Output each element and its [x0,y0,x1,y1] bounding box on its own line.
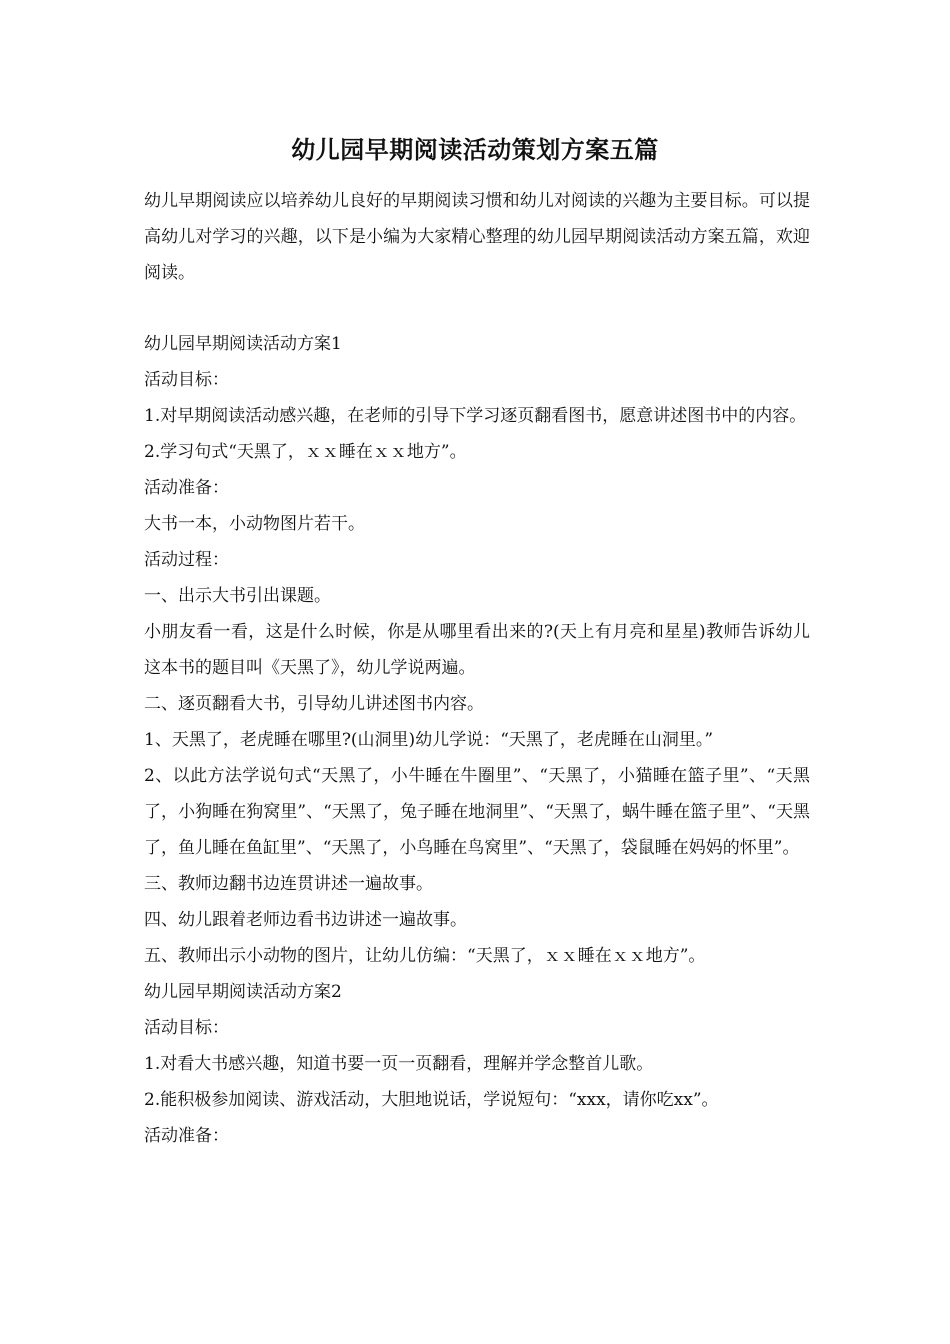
paragraph: 2、以此方法学说句式“天黑了，小牛睡在牛圈里”、“天黑了，小猫睡在篮子里”、“天黑了，小狗睡在狗窝里”、“天黑了，兔子睡在地洞里”、“天黑了，蜗牛睡在篮子里”、“天黑了，鱼儿睡在鱼缸里”、“天黑了，小鸟睡在鸟窝里”、“天黑了，袋鼠睡在妈妈的怀里”。 [144,766,810,858]
section-heading: 幼儿园早期阅读活动方案1 [144,334,342,354]
paragraph: 一、出示大书引出课题。 [144,586,331,606]
paragraph: 活动过程： [144,550,229,570]
paragraph: 活动目标： [144,1018,229,1038]
paragraph: 活动准备： [144,478,229,498]
section-heading: 幼儿园早期阅读活动方案2 [144,982,342,1002]
paragraph: 三、教师边翻书边连贯讲述一遍故事。 [144,874,433,894]
document-title: 幼儿园早期阅读活动策划方案五篇 [291,135,659,164]
document-body [144,326,810,1154]
paragraph: 活动准备： [144,1126,229,1146]
paragraph: 活动目标： [144,370,229,390]
paragraph: 2.学习句式“天黑了，ｘｘ睡在ｘｘ地方”。 [144,442,467,462]
paragraph: 1、天黑了，老虎睡在哪里?(山洞里)幼儿学说：“天黑了，老虎睡在山洞里。” [144,730,714,750]
paragraph: 大书一本，小动物图片若干。 [144,514,365,534]
paragraph: 四、幼儿跟着老师边看书边讲述一遍故事。 [144,910,467,930]
paragraph: 1.对看大书感兴趣，知道书要一页一页翻看，理解并学念整首儿歌。 [144,1054,654,1074]
paragraph: 五、教师出示小动物的图片，让幼儿仿编：“天黑了，ｘｘ睡在ｘｘ地方”。 [144,946,706,966]
paragraph: 小朋友看一看，这是什么时候，你是从哪里看出来的?(天上有月亮和星星)教师告诉幼儿这本书的题目叫《天黑了》，幼儿学说两遍。 [144,622,810,678]
paragraph: 2.能积极参加阅读、游戏活动，大胆地说话，学说短句：“xxx，请你吃xx”。 [144,1090,719,1110]
intro-paragraph: 幼儿早期阅读应以培养幼儿良好的早期阅读习惯和幼儿对阅读的兴趣为主要目标。可以提高幼儿对学习的兴趣，以下是小编为大家精心整理的幼儿园早期阅读活动方案五篇，欢迎阅读。 [144,191,810,283]
paragraph: 二、逐页翻看大书，引导幼儿讲述图书内容。 [144,694,484,714]
paragraph: 1.对早期阅读活动感兴趣，在老师的引导下学习逐页翻看图书，愿意讲述图书中的内容。 [144,406,807,426]
